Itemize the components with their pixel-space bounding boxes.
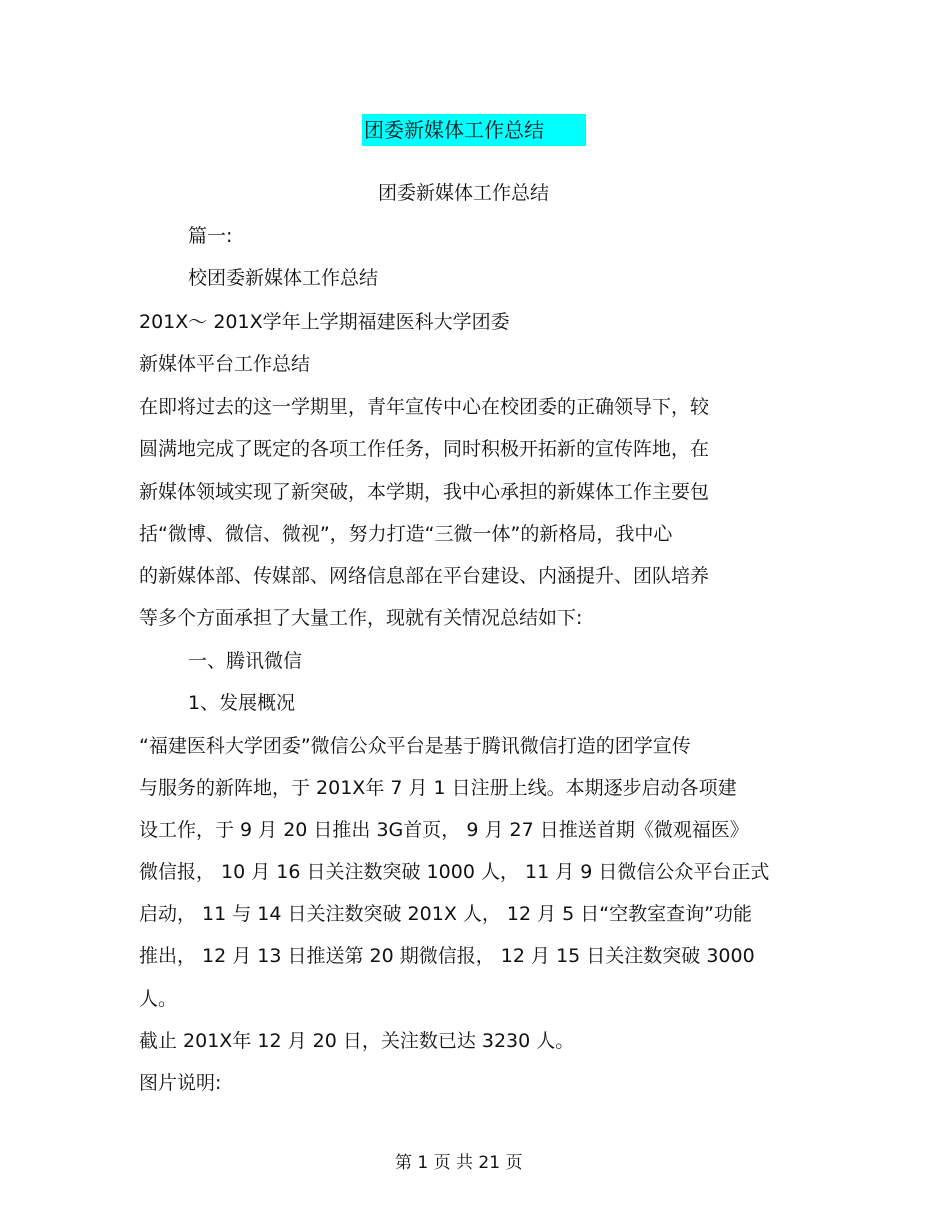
paragraph-line: 的新媒体部、传媒部、网络信息部在平台建设、内涵提升、团队培养 <box>139 565 710 587</box>
paragraph-line: 在即将过去的这一学期里，青年宣传中心在校团委的正确领导下，较 <box>139 396 710 418</box>
paragraph-line: “福建医科大学团委”微信公众平台是基于腾讯微信打造的团学宣传 <box>139 735 691 757</box>
paragraph-line: 微信报， 10 月 16 日关注数突破 1000 人， 11 月 9 日微信公众平台正式 <box>139 861 770 883</box>
paragraph-line: 篇一: <box>188 225 233 247</box>
paragraph-line: 推出， 12 月 13 日推送第 20 期微信报， 12 月 15 日关注数突破 3000 <box>139 945 755 967</box>
paragraph-line: 截止 201X年 12 月 20 日，关注数已达 3230 人。 <box>139 1030 575 1052</box>
paragraph-line: 201X～ 201X学年上学期福建医科大学团委 <box>139 311 510 333</box>
document-title: 团委新媒体工作总结 <box>364 118 544 142</box>
paragraph-line: 图片说明: <box>139 1072 222 1094</box>
paragraph-line: 圆满地完成了既定的各项工作任务，同时积极开拓新的宣传阵地，在 <box>139 438 710 460</box>
page-footer: 第 1 页 共 21 页 <box>395 1153 523 1173</box>
paragraph-line: 校团委新媒体工作总结 <box>188 267 379 289</box>
subsection-heading: 1、发展概况 <box>188 692 296 714</box>
paragraph-line: 等多个方面承担了大量工作，现就有关情况总结如下: <box>139 607 583 629</box>
paragraph-line: 括“微博、微信、微视”，努力打造“三微一体”的新格局，我中心 <box>139 523 673 545</box>
paragraph-line: 人。 <box>139 988 178 1010</box>
paragraph-line: 与服务的新阵地，于 201X年 7 月 1 日注册上线。本期逐步启动各项建 <box>139 777 737 799</box>
paragraph-line: 设工作，于 9 月 20 日推出 3G首页， 9 月 27 日推送首期《微观福医》 <box>139 819 749 841</box>
subtitle: 团委新媒体工作总结 <box>378 182 550 204</box>
paragraph-line: 新媒体平台工作总结 <box>139 353 311 375</box>
paragraph-line: 启动， 11 与 14 日关注数突破 201X 人， 12 月 5 日“空教室查询”功能 <box>139 903 752 925</box>
paragraph-line: 新媒体领域实现了新突破，本学期，我中心承担的新媒体工作主要包 <box>139 481 710 503</box>
section-heading: 一、腾讯微信 <box>188 650 303 672</box>
